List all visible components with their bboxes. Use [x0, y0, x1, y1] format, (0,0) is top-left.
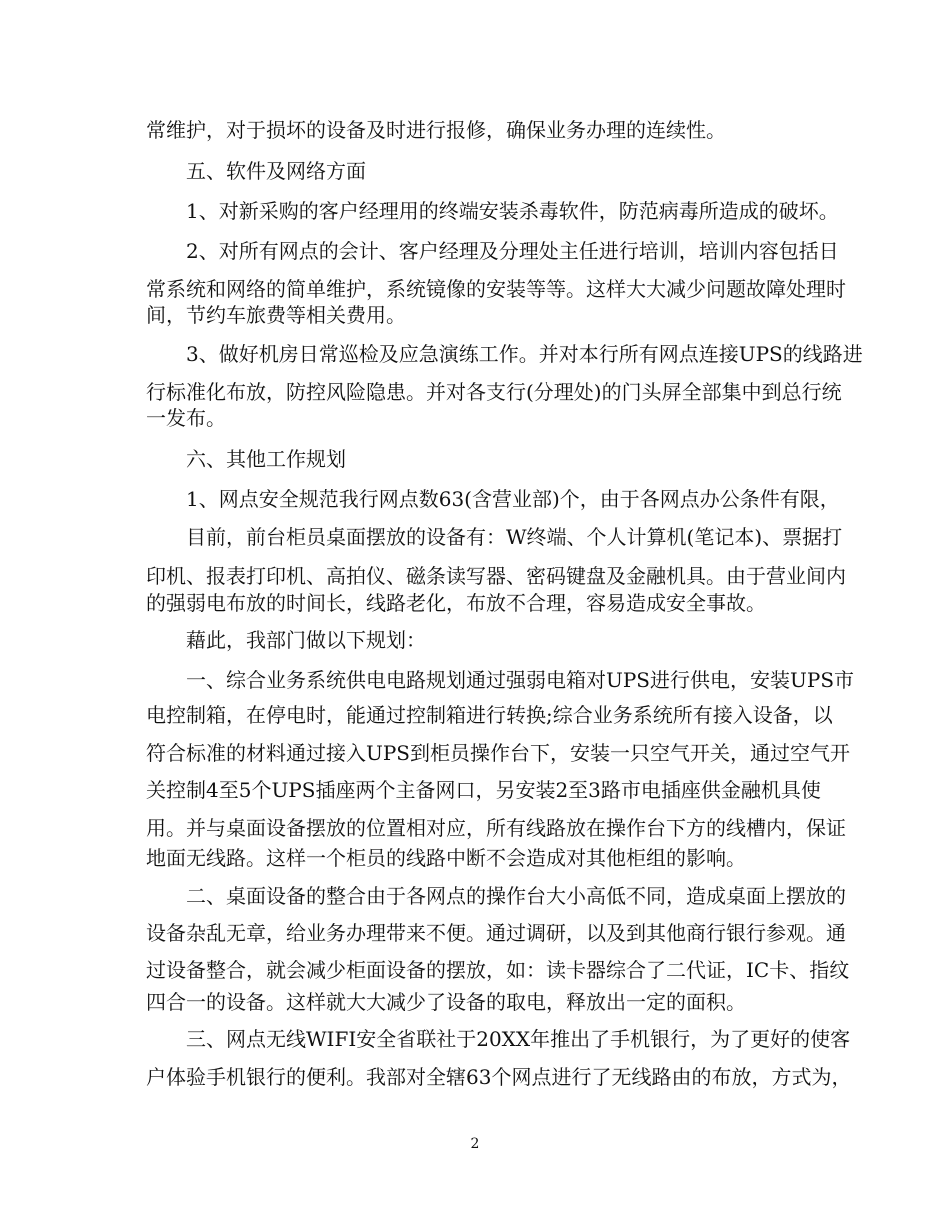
text-line-14: 的强弱电布放的时间长，线路老化，布放不合理，容易造成安全事故。	[146, 591, 766, 615]
text-line-20: 用。并与桌面设备摆放的位置相对应，所有线路放在操作台下方的线槽内，保证	[146, 816, 846, 840]
text-line-21: 地面无线路。这样一个柜员的线路中断不会造成对其他柜组的影响。	[146, 846, 746, 870]
section-heading-software-network: 五、软件及网络方面	[186, 159, 366, 183]
text-line-25: 四合一的设备。这样就大大减少了设备的取电，释放出一定的面积。	[146, 990, 746, 1014]
text-line-12: 目前，前台柜员桌面摆放的设备有：W终端、个人计算机(笔记本)、票据打	[186, 525, 843, 549]
text-line-6: 间，节约车旅费等相关费用。	[146, 303, 406, 327]
text-line-3: 1、对新采购的客户经理用的终端安装杀毒软件，防范病毒所造成的破坏。	[186, 199, 839, 223]
text-line-4: 2、对所有网点的会计、客户经理及分理处主任进行培训，培训内容包括日	[186, 239, 839, 263]
text-line-11: 1、网点安全规范我行网点数63(含营业部)个，由于各网点办公条件有限，	[186, 487, 840, 511]
text-line-19: 关控制4至5个UPS插座两个主备网口，另安装2至3路市电插座供金融机具使	[146, 778, 821, 802]
text-line-5: 常系统和网络的简单维护，系统镜像的安装等等。这样大大减少问题故障处理时	[146, 277, 846, 301]
text-line-23: 设备杂乱无章，给业务办理带来不便。通过调研，以及到其他商行银行参观。通	[146, 921, 846, 945]
text-line-22: 二、桌面设备的整合由于各网点的操作台大小高低不同，造成桌面上摆放的	[186, 884, 846, 908]
text-line-27: 户体验手机银行的便利。我部对全辖63个网点进行了无线路由的布放，方式为，	[146, 1065, 852, 1089]
text-line-24: 过设备整合，就会减少柜面设备的摆放，如：读卡器综合了二代证，IC卡、指纹	[146, 958, 850, 982]
text-line-26: 三、网点无线WIFI安全省联社于20XX年推出了手机银行，为了更好的使客	[186, 1027, 851, 1051]
text-line-15: 藉此，我部门做以下规划：	[186, 628, 426, 652]
text-line-16: 一、综合业务系统供电电路规划通过强弱电箱对UPS进行供电，安装UPS市	[186, 668, 855, 692]
text-line-13: 印机、报表打印机、高拍仪、磁条读写器、密码键盘及金融机具。由于营业间内	[146, 564, 846, 588]
text-line-8: 行标准化布放，防控风险隐患。并对各支行(分理处)的门头屏全部集中到总行统	[146, 380, 842, 404]
section-heading-other-plans: 六、其他工作规划	[186, 447, 346, 471]
text-line-9: 一发布。	[146, 406, 226, 430]
text-line-1: 常维护，对于损坏的设备及时进行报修，确保业务办理的连续性。	[146, 118, 726, 142]
text-line-7: 3、做好机房日常巡检及应急演练工作。并对本行所有网点连接UPS的线路进	[186, 342, 863, 366]
text-line-17: 电控制箱，在停电时，能通过控制箱进行转换;综合业务系统所有接入设备，以	[146, 703, 833, 727]
page-number: 2	[470, 1136, 480, 1152]
text-line-18: 符合标准的材料通过接入UPS到柜员操作台下，安装一只空气开关，通过空气开	[146, 741, 851, 765]
